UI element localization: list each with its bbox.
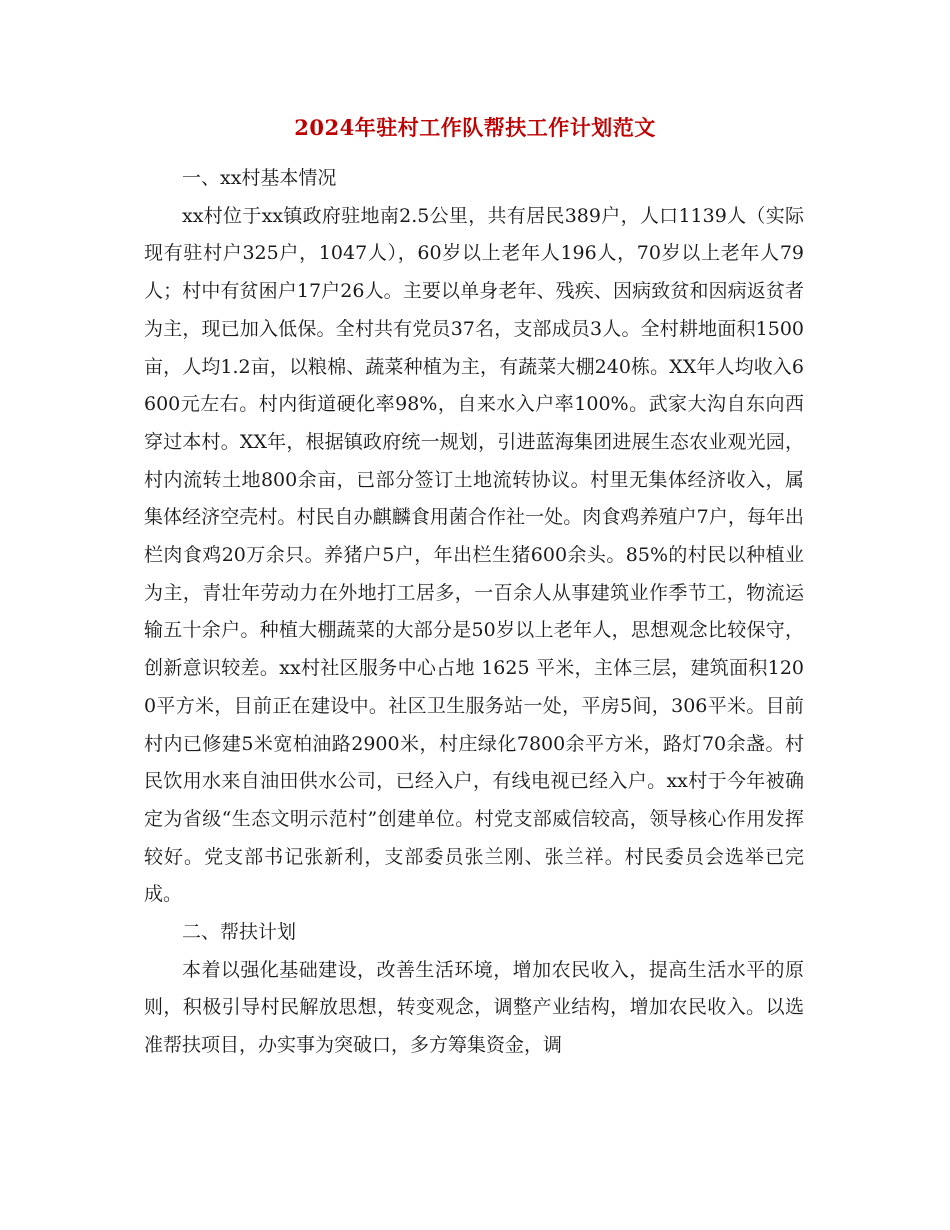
document-title: 2024年驻村工作队帮扶工作计划范文 [294, 115, 656, 140]
paragraph-assistance-plan: 本着以强化基础建设，改善生活环境，增加农民收入，提高生活水平的原则，积极引导村民解放思想，转变观念，调整产业结构，增加农民收入。以选准帮扶项目，办实事为突破口，多方筹集资金，调 [144, 958, 804, 1057]
section-heading-2: 二、帮扶计划 [182, 921, 297, 944]
document-body [144, 160, 804, 1065]
section-heading-1: 一、xx村基本情况 [182, 167, 337, 189]
paragraph-village-overview: xx村位于xx镇政府驻地南2.5公里，共有居民389户，人口1139人（实际现有驻村户325户，1047人），60岁以上老年人196人，70岁以上老年人79人；村中有贫困户17户26人。主要以单身老年、残疾、因病致贫和因病返贫者为主，现已加入低保。全村共有党员37名，支部成员3人。全村耕地面积1500亩，人均1.2亩，以粮棉、蔬菜种植为主，有蔬菜大棚240栋。XX年人均收入6600元左右。村内街道硬化率98%，自来水入户率100%。武家大沟自东向西穿过本村。XX年，根据镇政府统一规划，引进蓝海集团进展生态农业观光园，村内流转土地800余亩，已部分签订土地流转协议。村里无集体经济收入，属集体经济空壳村。村民自办麒麟食用菌合作社一处。肉食鸡养殖户7户，每年出栏肉食鸡20万余只。养猪户5户，年出栏生猪600余头。85%的村民以种植业为主，青壮年劳动力在外地打工居多，一百余人从事建筑业作季节工，物流运输五十余户。种植大棚蔬菜的大部分是50岁以上老年人，思想观念比较保守，创新意识较差。xx村社区服务中心占地 1625 平米，主体三层，建筑面积1200平方米，目前正在建设中。社区卫生服务站一处，平房5间，306平米。目前村内已修建5米宽柏油路2900米，村庄绿化7800余平方米，路灯70余盏。村民饮用水来自油田供水公司，已经入户，有线电视已经入户。xx村于今年被确定为省级“生态文明示范村”创建单位。村党支部威信较高，领导核心作用发挥较好。党支部书记张新利，支部委员张兰刚、张兰祥。村民委员会选举已完成。 [144, 204, 804, 906]
